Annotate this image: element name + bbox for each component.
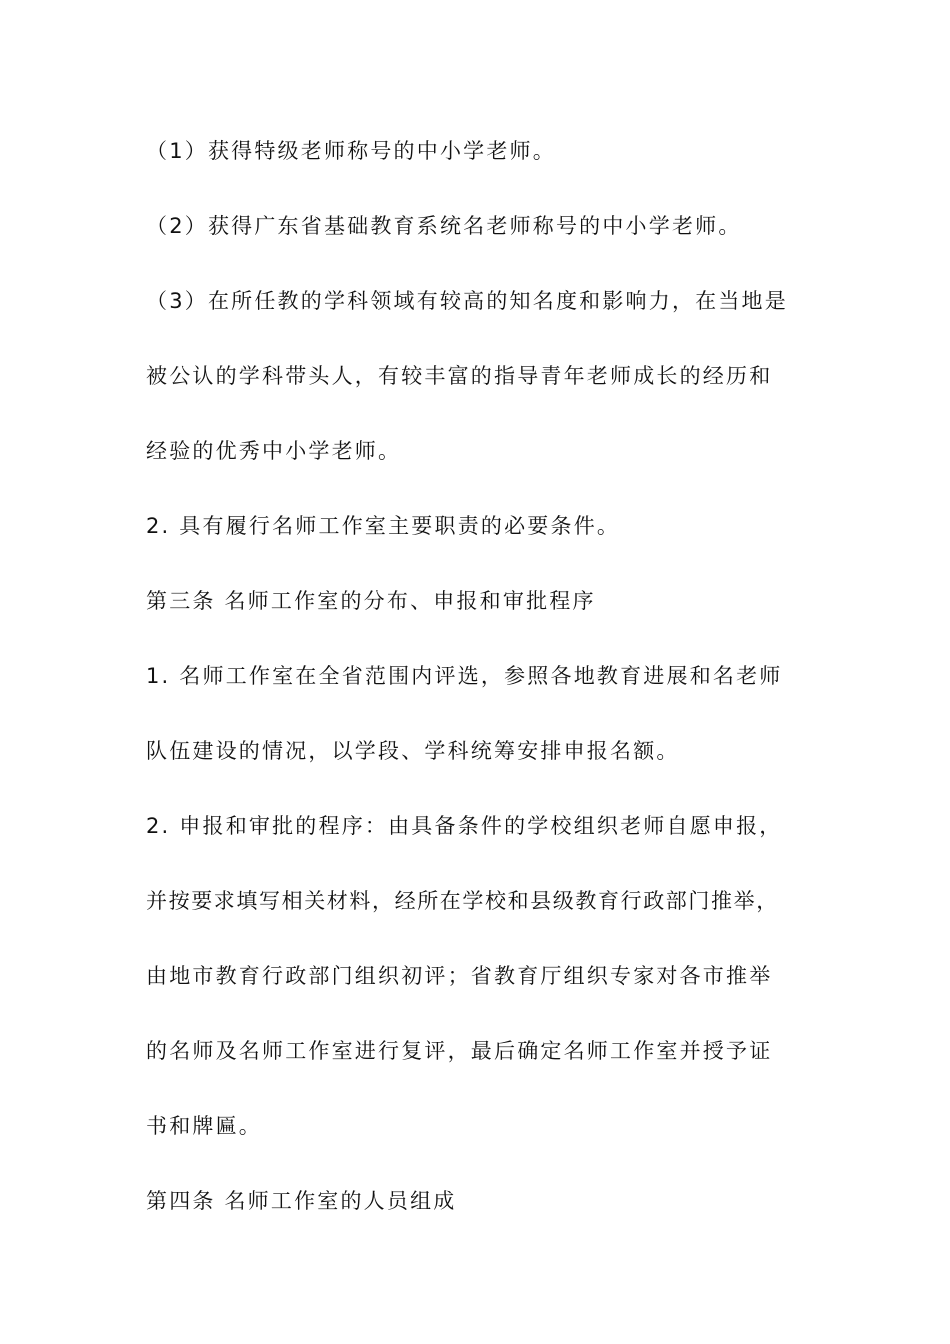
- text-line-article-3-item-2-cont-3: 的名师及名师工作室进行复评，最后确定名师工作室并授予证: [146, 1039, 773, 1063]
- text-line-article-3-item-2-cont: 并按要求填写相关材料，经所在学校和县级教育行政部门推举，: [146, 889, 779, 913]
- text-line-qualification-2: （2）获得广东省基础教育系统名老师称号的中小学老师。: [146, 214, 742, 238]
- text-line-qualification-3: （3）在所任教的学科领域有较高的知名度和影响力，在当地是: [146, 289, 788, 313]
- section-heading-article-3: 第三条 名师工作室的分布、申报和审批程序: [146, 589, 596, 613]
- text-line-article-3-item-2: 2. 申报和审批的程序：由具备条件的学校组织老师自愿申报，: [146, 814, 783, 838]
- text-line-article-3-item-1-cont: 队伍建设的情况，以学段、学科统筹安排申报名额。: [146, 739, 680, 763]
- section-heading-article-4: 第四条 名师工作室的人员组成: [146, 1189, 457, 1213]
- text-line-qualification-3-cont: 被公认的学科带头人，有较丰富的指导青年老师成长的经历和: [146, 364, 773, 388]
- text-line-condition-2: 2. 具有履行名师工作室主要职责的必要条件。: [146, 514, 621, 538]
- text-line-qualification-1: （1）获得特级老师称号的中小学老师。: [146, 139, 556, 163]
- text-line-article-3-item-1: 1. 名师工作室在全省范围内评选，参照各地教育进展和名老师: [146, 664, 783, 688]
- text-line-article-3-item-2-end: 书和牌匾。: [146, 1114, 262, 1138]
- text-line-qualification-3-end: 经验的优秀中小学老师。: [146, 439, 402, 463]
- text-line-article-3-item-2-cont-2: 由地市教育行政部门组织初评；省教育厅组织专家对各市推举: [146, 964, 773, 988]
